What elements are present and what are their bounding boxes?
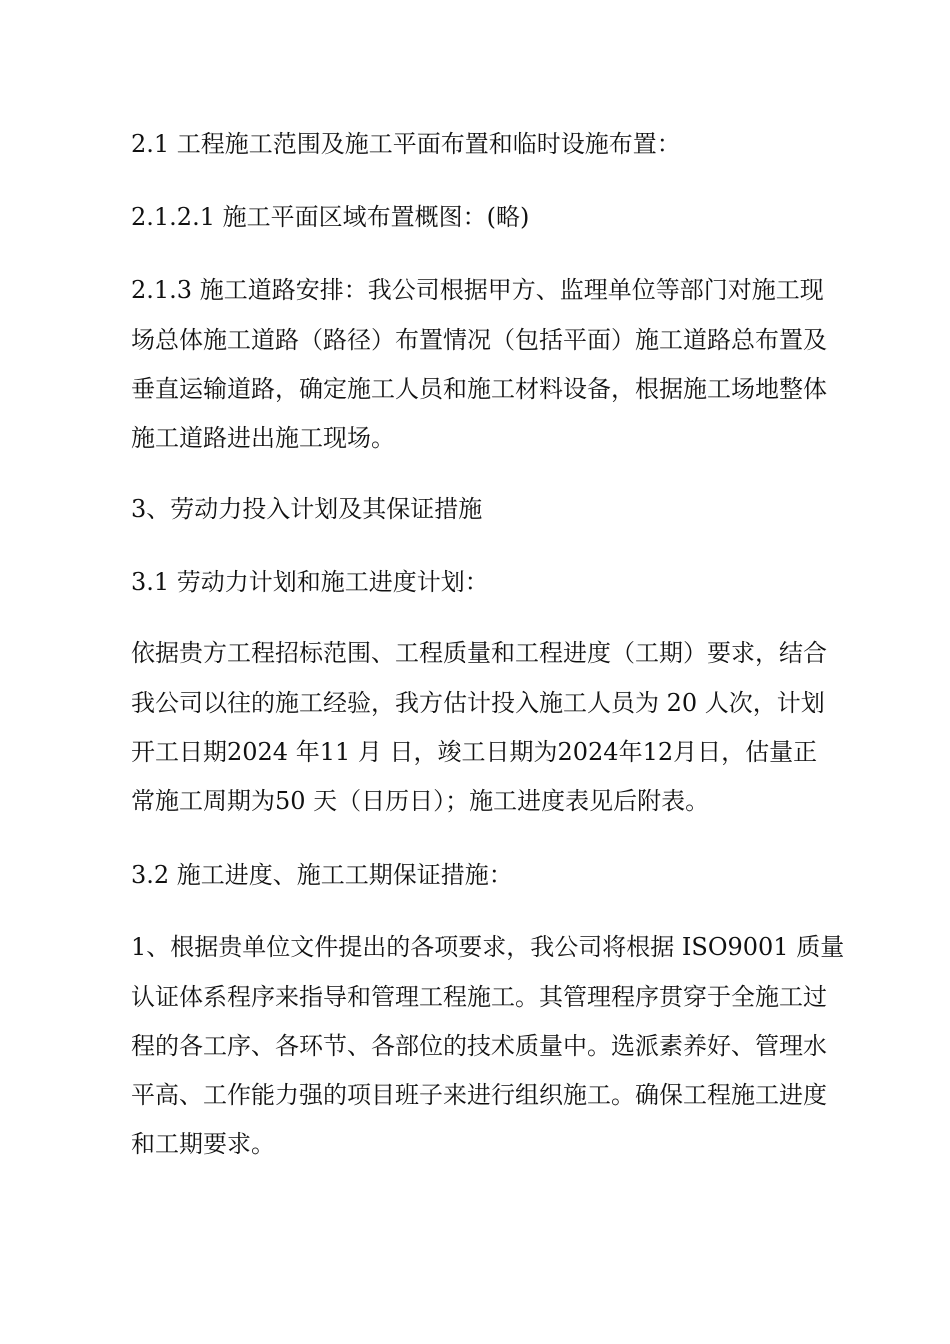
heading-3-2: 3.2 施工进度、施工工期保证措施： <box>131 861 513 889</box>
paragraph-2-1-3-line: 2.1.3 施工道路安排：我公司根据甲方、监理单位等部门对施工现 <box>131 276 824 304</box>
paragraph-3-2-1-line: 程的各工序、各环节、各部位的技术质量中。选派素养好、管理水 <box>131 1032 827 1060</box>
paragraph-3-2-1-line: 平高、工作能力强的项目班子来进行组织施工。确保工程施工进度 <box>131 1081 827 1109</box>
paragraph-3-2-1-line: 和工期要求。 <box>131 1130 275 1158</box>
heading-3-1: 3.1 劳动力计划和施工进度计划： <box>131 568 489 596</box>
paragraph-2-1-3-line: 垂直运输道路，确定施工人员和施工材料设备，根据施工场地整体 <box>131 375 827 403</box>
paragraph-3-1-line: 我公司以往的施工经验，我方估计投入施工人员为 20 人次，计划 <box>131 689 825 717</box>
paragraph-3-1-line: 开工日期2024 年11 月 日，竣工日期为2024年12月日，估量正 <box>131 738 818 766</box>
paragraph-3-2-1-line: 1、根据贵单位文件提出的各项要求，我公司将根据 ISO9001 质量 <box>131 933 845 961</box>
heading-2-1-2-1: 2.1.2.1 施工平面区域布置概图：(略) <box>131 203 530 231</box>
paragraph-2-1-3-line: 施工道路进出施工现场。 <box>131 424 395 452</box>
heading-2-1: 2.1 工程施工范围及施工平面布置和临时设施布置： <box>131 130 681 158</box>
heading-3: 3、劳动力投入计划及其保证措施 <box>131 495 483 523</box>
paragraph-2-1-3-line: 场总体施工道路（路径）布置情况（包括平面）施工道路总布置及 <box>131 326 827 354</box>
paragraph-3-1-line: 依据贵方工程招标范围、工程质量和工程进度（工期）要求，结合 <box>131 639 827 667</box>
paragraph-3-1-line: 常施工周期为50 天（日历日）；施工进度表见后附表。 <box>131 787 710 815</box>
paragraph-3-2-1-line: 认证体系程序来指导和管理工程施工。其管理程序贯穿于全施工过 <box>131 983 827 1011</box>
